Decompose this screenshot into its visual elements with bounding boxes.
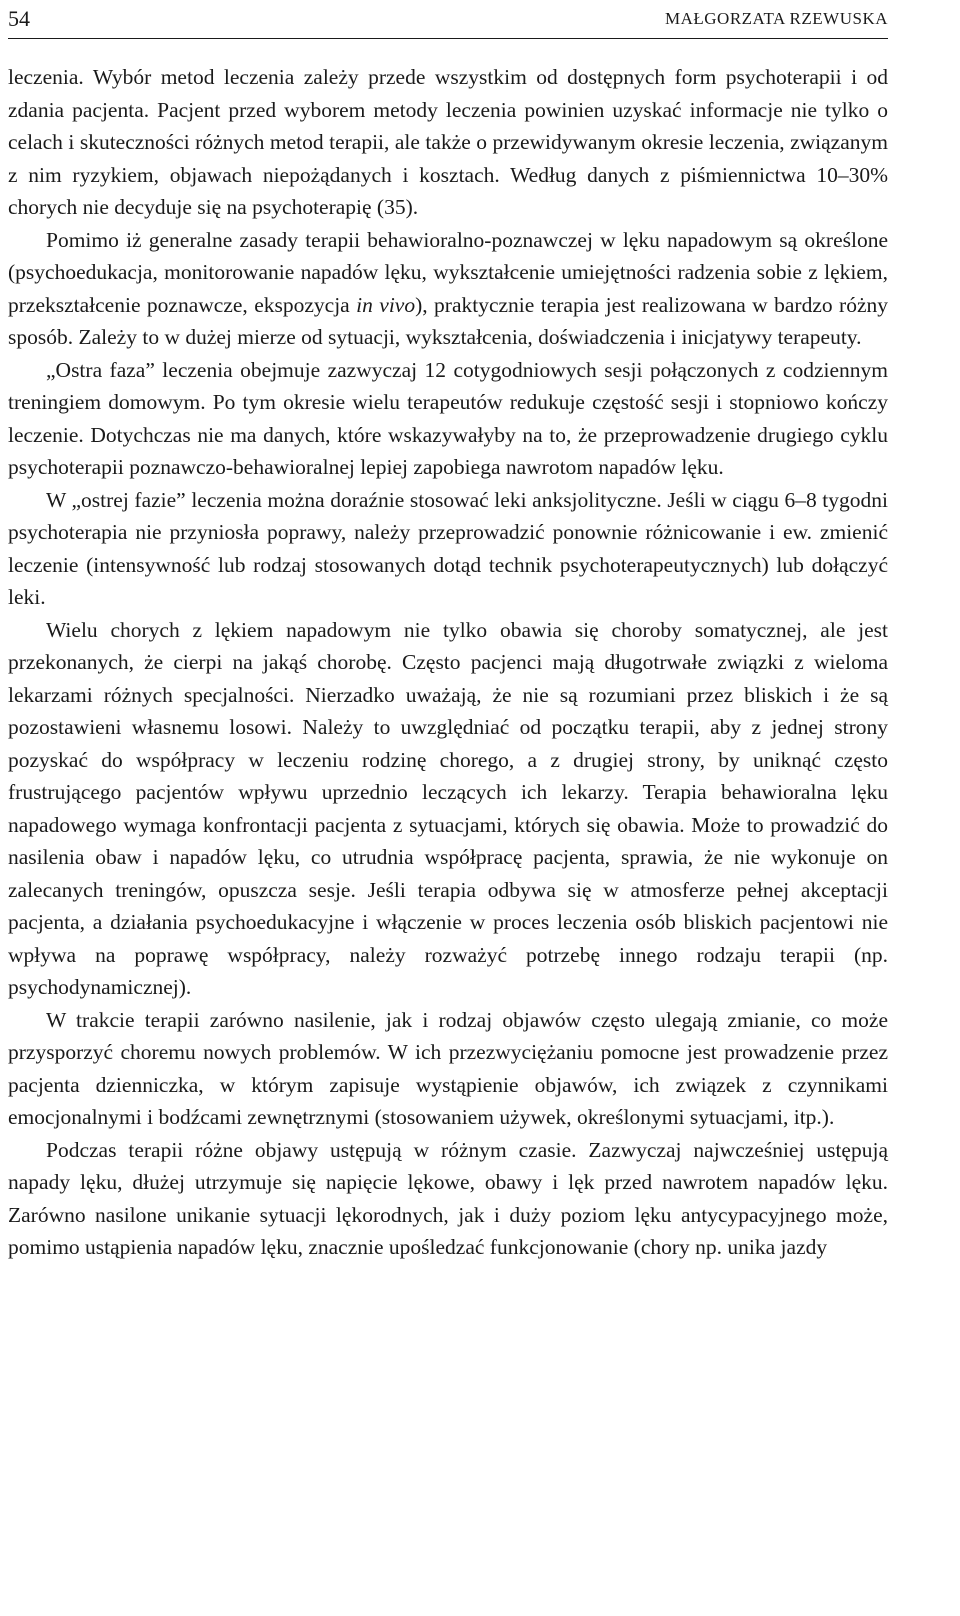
running-title: MAŁGORZATA RZEWUSKA [665,9,888,28]
paragraph-2-text-before: Pomimo iż generalne zasady terapii behawioralno-poznawczej w lęku napadowym są określone (psychoedukacja, monitorowanie napadów lęku, wykształcenie umiejętności radzenia sobie z lękiem, przekształcenie poznawcze, ekspozycja [8,227,888,317]
paragraph-2 [8,224,888,354]
paragraph-2-text-after: ), praktycznie terapia jest realizowana w bardzo różny sposób. Zależy to w dużej mierze od sytuacji, wykształcenia, doświadczenia i inicjatywy terapeuty. [8,292,888,349]
paragraph-3: „Ostra faza” leczenia obejmuje zazwyczaj 12 cotygodniowych sesji połączonych z codziennym treningiem domowym. Po tym okresie wielu terapeutów redukuje częstość sesji i stopniowo kończy leczenie. Dotychczas nie ma danych, które wskazywałyby na to, że przeprowadzenie drugiego cyklu psychoterapii poznawczo-behawioralnej lepiej zapobiega nawrotom napadów lęku. [8,357,888,479]
body-text [8,61,888,1264]
page-number: 54 [8,6,30,31]
paragraph-6: W trakcie terapii zarówno nasilenie, jak i rodzaj objawów często ulegają zmianie, co może przysporzyć choremu nowych problemów. W ich przezwyciężaniu pomocne jest prowadzenie przez pacjenta dzienniczka, w którym zapisuje wystąpienie objawów, ich związek z czynnikami emocjonalnymi i bodźcami zewnętrznymi (stosowaniem używek, określonymi sytuacjami, itp.). [8,1007,888,1129]
paragraph-4: W „ostrej fazie” leczenia można doraźnie stosować leki anksjolityczne. Jeśli w ciągu 6–8 tygodni psychoterapia nie przyniosła poprawy, należy przeprowadzić ponownie różnicowanie i ew. zmienić leczenie (intensywność lub rodzaj stosowanych dotąd technik psychoterapeutycznych) lub dołączyć leki. [8,487,888,609]
paragraph-1: leczenia. Wybór metod leczenia zależy przede wszystkim od dostępnych form psychoterapii i od zdania pacjenta. Pacjent przed wyborem metody leczenia powinien uzyskać informacje nie tylko o celach i skuteczności różnych metod terapii, ale także o przewidywanym okresie leczenia, związanym z nim ryzykiem, objawach niepożądanych i kosztach. Według danych z piśmiennictwa 10–30% chorych nie decyduje się na psychoterapię (35). [8,65,888,219]
paragraph-7: Podczas terapii różne objawy ustępują w różnym czasie. Zazwyczaj najwcześniej ustępują napady lęku, dłużej utrzymuje się napięcie lękowe, obawy i lęk przed nawrotem napadów lęku. Zarówno nasilone unikanie sytuacji lękorodnych, jak i duży poziom lęku antycypacyjnego może, pomimo ustąpienia napadów lęku, znacznie upośledzać funkcjonowanie (chory np. unika jazdy [8,1137,888,1259]
italic-term: in vivo [356,292,416,317]
paragraph-5: Wielu chorych z lękiem napadowym nie tylko obawia się choroby somatycznej, ale jest przekonanych, że cierpi na jakąś chorobę. Często pacjenci mają długotrwałe związki z wieloma lekarzami różnych specjalności. Nierzadko uważają, że nie są rozumiani przez bliskich i że są pozostawieni własnemu losowi. Należy to uwzględniać od początku terapii, aby z jednej strony pozyskać do współpracy w leczeniu rodzinę chorego, a z drugiej strony, by uniknąć często frustrującego pacjentów wpływu uprzednio leczących ich lekarzy. Terapia behawioralna lęku napadowego wymaga konfrontacji pacjenta z sytuacjami, których się obawia. Może to prowadzić do nasilenia obaw i napadów lęku, co utrudnia współpracę pacjenta, sprawia, że nie wykonuje on zalecanych treningów, opuszcza sesje. Jeśli terapia odbywa się w atmosferze pełnej akceptacji pacjenta, a działania psychoedukacyjne i włączenie w proces leczenia osób bliskich pacjentowi nie wpływa na poprawę współpracy, należy rozważyć potrzebę innego rodzaju terapii (np. psychodynamicznej). [8,617,888,999]
document-page [8,0,888,1264]
running-header [8,2,888,39]
